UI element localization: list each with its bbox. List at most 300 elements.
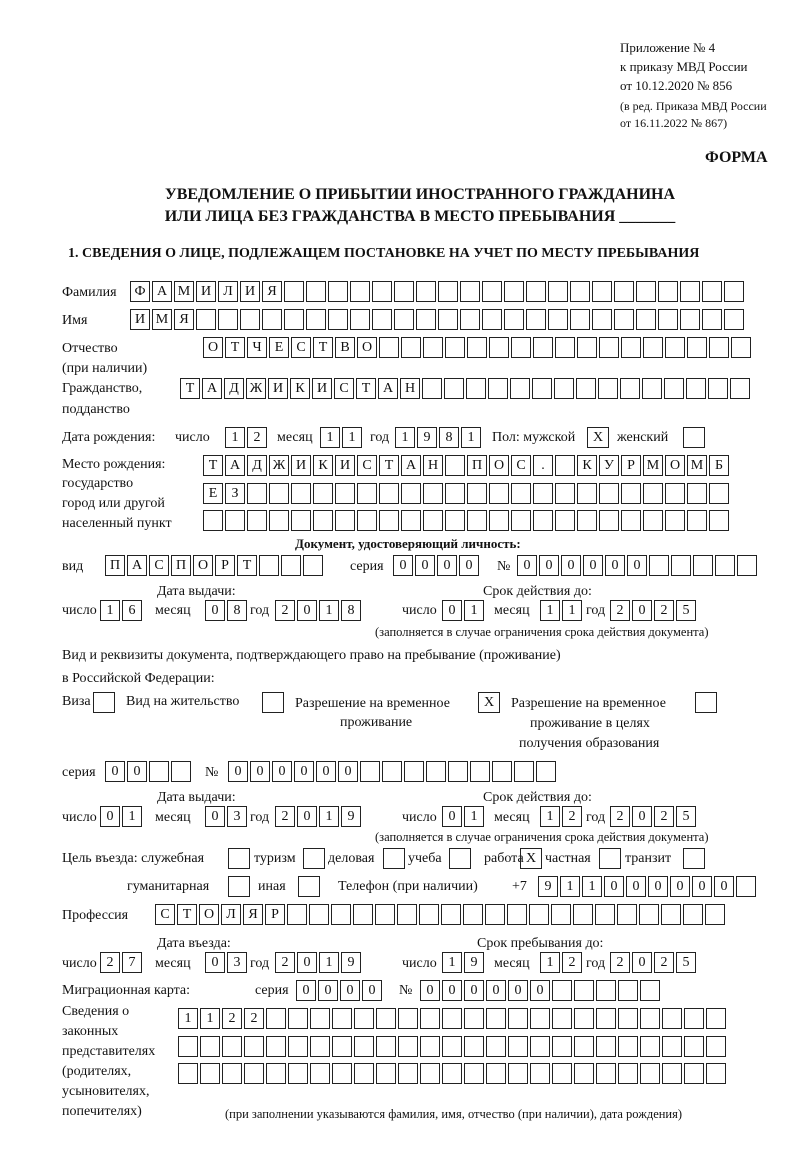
char-box[interactable] <box>401 510 421 531</box>
char-box[interactable]: Т <box>237 555 257 576</box>
char-box[interactable] <box>460 309 480 330</box>
char-box[interactable]: 0 <box>296 980 316 1001</box>
char-box[interactable] <box>596 1063 616 1084</box>
char-box[interactable]: 0 <box>442 980 462 1001</box>
char-box[interactable]: В <box>335 337 355 358</box>
checkbox-cell[interactable] <box>683 427 705 448</box>
char-box[interactable] <box>555 455 575 476</box>
char-box[interactable]: Т <box>356 378 376 399</box>
temp-permit-checkbox[interactable] <box>478 692 502 713</box>
char-box[interactable] <box>686 378 706 399</box>
char-box[interactable] <box>504 281 524 302</box>
char-box[interactable]: Д <box>247 455 267 476</box>
char-box[interactable] <box>643 337 663 358</box>
char-box[interactable] <box>291 483 311 504</box>
char-box[interactable] <box>281 555 301 576</box>
doc-series-field[interactable] <box>393 555 481 576</box>
char-box[interactable] <box>514 761 534 782</box>
doc-valid-day-field[interactable] <box>442 600 486 621</box>
char-box[interactable]: 2 <box>247 427 267 448</box>
guardians-field-1[interactable] <box>178 1008 728 1029</box>
char-box[interactable] <box>486 1008 506 1029</box>
char-box[interactable]: М <box>152 309 172 330</box>
char-box[interactable]: 8 <box>439 427 459 448</box>
char-box[interactable]: 0 <box>442 600 462 621</box>
char-box[interactable] <box>488 378 508 399</box>
char-box[interactable] <box>715 555 735 576</box>
char-box[interactable] <box>401 483 421 504</box>
char-box[interactable] <box>171 761 191 782</box>
purpose-private-checkbox[interactable] <box>599 848 623 869</box>
char-box[interactable] <box>709 510 729 531</box>
doc-kind-field[interactable] <box>105 555 325 576</box>
char-box[interactable] <box>376 1036 396 1057</box>
char-box[interactable] <box>596 980 616 1001</box>
char-box[interactable] <box>620 378 640 399</box>
char-box[interactable]: 0 <box>437 555 457 576</box>
char-box[interactable] <box>303 555 323 576</box>
char-box[interactable] <box>357 483 377 504</box>
char-box[interactable]: Р <box>621 455 641 476</box>
char-box[interactable] <box>328 309 348 330</box>
char-box[interactable]: 1 <box>342 427 362 448</box>
char-box[interactable] <box>708 378 728 399</box>
char-box[interactable] <box>573 904 593 925</box>
char-box[interactable]: 0 <box>420 980 440 1001</box>
char-box[interactable] <box>466 378 486 399</box>
char-box[interactable]: 1 <box>540 806 560 827</box>
char-box[interactable]: 0 <box>205 806 225 827</box>
char-box[interactable] <box>596 1008 616 1029</box>
char-box[interactable] <box>328 281 348 302</box>
char-box[interactable]: 0 <box>393 555 413 576</box>
char-box[interactable] <box>621 510 641 531</box>
char-box[interactable]: 1 <box>395 427 415 448</box>
char-box[interactable] <box>460 281 480 302</box>
char-box[interactable] <box>376 1008 396 1029</box>
res-issue-month-field[interactable] <box>205 806 249 827</box>
char-box[interactable] <box>266 1063 286 1084</box>
char-box[interactable] <box>511 510 531 531</box>
char-box[interactable] <box>621 483 641 504</box>
char-box[interactable] <box>467 510 487 531</box>
char-box[interactable]: 0 <box>415 555 435 576</box>
char-box[interactable] <box>244 1036 264 1057</box>
char-box[interactable] <box>570 281 590 302</box>
char-box[interactable] <box>259 555 279 576</box>
char-box[interactable] <box>354 1008 374 1029</box>
checkbox-cell[interactable] <box>228 876 250 897</box>
char-box[interactable]: 1 <box>560 876 580 897</box>
char-box[interactable] <box>420 1036 440 1057</box>
char-box[interactable]: 2 <box>610 952 630 973</box>
char-box[interactable]: 2 <box>222 1008 242 1029</box>
char-box[interactable] <box>640 1008 660 1029</box>
birthplace-field-2[interactable] <box>203 483 731 504</box>
checkbox-cell[interactable]: X <box>520 848 542 869</box>
char-box[interactable]: 0 <box>486 980 506 1001</box>
char-box[interactable]: Ж <box>269 455 289 476</box>
char-box[interactable]: 9 <box>341 806 361 827</box>
char-box[interactable] <box>702 309 722 330</box>
char-box[interactable] <box>354 1063 374 1084</box>
char-box[interactable] <box>218 309 238 330</box>
char-box[interactable] <box>288 1008 308 1029</box>
char-box[interactable]: 0 <box>250 761 270 782</box>
char-box[interactable]: И <box>291 455 311 476</box>
char-box[interactable] <box>467 337 487 358</box>
char-box[interactable] <box>599 510 619 531</box>
char-box[interactable] <box>643 483 663 504</box>
char-box[interactable] <box>332 1008 352 1029</box>
char-box[interactable] <box>200 1036 220 1057</box>
char-box[interactable]: 1 <box>319 806 339 827</box>
char-box[interactable] <box>530 1008 550 1029</box>
char-box[interactable]: А <box>152 281 172 302</box>
char-box[interactable] <box>464 1008 484 1029</box>
char-box[interactable]: 2 <box>654 806 674 827</box>
char-box[interactable] <box>640 1036 660 1057</box>
char-box[interactable]: 1 <box>178 1008 198 1029</box>
char-box[interactable] <box>149 761 169 782</box>
char-box[interactable] <box>247 483 267 504</box>
char-box[interactable] <box>423 510 443 531</box>
char-box[interactable] <box>470 761 490 782</box>
visa-checkbox[interactable] <box>93 692 117 713</box>
char-box[interactable] <box>533 337 553 358</box>
char-box[interactable] <box>574 1036 594 1057</box>
char-box[interactable]: 1 <box>225 427 245 448</box>
char-box[interactable] <box>420 1063 440 1084</box>
res-valid-year-field[interactable] <box>610 806 698 827</box>
char-box[interactable] <box>640 980 660 1001</box>
char-box[interactable] <box>486 1036 506 1057</box>
char-box[interactable] <box>445 510 465 531</box>
char-box[interactable]: Т <box>180 378 200 399</box>
char-box[interactable]: П <box>105 555 125 576</box>
char-box[interactable] <box>598 378 618 399</box>
char-box[interactable] <box>618 980 638 1001</box>
char-box[interactable]: 1 <box>122 806 142 827</box>
char-box[interactable] <box>548 309 568 330</box>
char-box[interactable] <box>618 1008 638 1029</box>
char-box[interactable]: С <box>155 904 175 925</box>
char-box[interactable]: 1 <box>562 600 582 621</box>
char-box[interactable] <box>706 1036 726 1057</box>
char-box[interactable]: И <box>268 378 288 399</box>
char-box[interactable]: 0 <box>318 980 338 1001</box>
char-box[interactable]: 0 <box>539 555 559 576</box>
char-box[interactable]: А <box>378 378 398 399</box>
char-box[interactable]: 1 <box>464 806 484 827</box>
char-box[interactable] <box>680 281 700 302</box>
char-box[interactable]: Т <box>177 904 197 925</box>
char-box[interactable] <box>306 309 326 330</box>
char-box[interactable] <box>687 483 707 504</box>
char-box[interactable] <box>240 309 260 330</box>
char-box[interactable]: 3 <box>227 952 247 973</box>
char-box[interactable]: 0 <box>692 876 712 897</box>
char-box[interactable]: 0 <box>127 761 147 782</box>
char-box[interactable] <box>442 1063 462 1084</box>
char-box[interactable]: А <box>127 555 147 576</box>
char-box[interactable] <box>441 904 461 925</box>
char-box[interactable] <box>709 337 729 358</box>
doc-issue-day-field[interactable] <box>100 600 144 621</box>
char-box[interactable]: А <box>225 455 245 476</box>
char-box[interactable] <box>178 1063 198 1084</box>
char-box[interactable] <box>379 337 399 358</box>
char-box[interactable] <box>269 483 289 504</box>
char-box[interactable]: Е <box>269 337 289 358</box>
char-box[interactable] <box>310 1063 330 1084</box>
char-box[interactable]: О <box>489 455 509 476</box>
char-box[interactable] <box>621 337 641 358</box>
char-box[interactable] <box>372 281 392 302</box>
char-box[interactable] <box>555 337 575 358</box>
char-box[interactable] <box>662 1008 682 1029</box>
char-box[interactable]: 2 <box>100 952 120 973</box>
char-box[interactable]: 1 <box>540 952 560 973</box>
char-box[interactable] <box>398 1063 418 1084</box>
char-box[interactable]: 8 <box>341 600 361 621</box>
char-box[interactable]: 2 <box>244 1008 264 1029</box>
char-box[interactable] <box>444 378 464 399</box>
char-box[interactable]: Б <box>709 455 729 476</box>
char-box[interactable] <box>665 483 685 504</box>
char-box[interactable] <box>526 281 546 302</box>
char-box[interactable] <box>420 1008 440 1029</box>
sex-female-checkbox[interactable] <box>683 427 707 448</box>
res-series-field[interactable] <box>105 761 193 782</box>
checkbox-cell[interactable] <box>695 692 717 713</box>
char-box[interactable] <box>288 1063 308 1084</box>
char-box[interactable]: 0 <box>627 555 647 576</box>
char-box[interactable]: К <box>313 455 333 476</box>
char-box[interactable] <box>530 1036 550 1057</box>
char-box[interactable]: 0 <box>297 600 317 621</box>
char-box[interactable] <box>376 1063 396 1084</box>
char-box[interactable]: 2 <box>610 600 630 621</box>
char-box[interactable] <box>724 309 744 330</box>
char-box[interactable]: 2 <box>654 600 674 621</box>
char-box[interactable] <box>665 337 685 358</box>
char-box[interactable]: 7 <box>122 952 142 973</box>
char-box[interactable] <box>442 1008 462 1029</box>
char-box[interactable] <box>533 483 553 504</box>
char-box[interactable]: Е <box>203 483 223 504</box>
char-box[interactable]: 0 <box>530 980 550 1001</box>
char-box[interactable] <box>486 1063 506 1084</box>
char-box[interactable] <box>489 483 509 504</box>
char-box[interactable] <box>592 309 612 330</box>
char-box[interactable] <box>354 1036 374 1057</box>
char-box[interactable]: 9 <box>341 952 361 973</box>
char-box[interactable] <box>350 281 370 302</box>
char-box[interactable] <box>332 1063 352 1084</box>
entry-year-field[interactable] <box>275 952 363 973</box>
char-box[interactable]: О <box>665 455 685 476</box>
char-box[interactable] <box>687 337 707 358</box>
char-box[interactable]: Т <box>203 455 223 476</box>
char-box[interactable]: Ч <box>247 337 267 358</box>
char-box[interactable] <box>617 904 637 925</box>
char-box[interactable] <box>705 904 725 925</box>
char-box[interactable] <box>262 309 282 330</box>
stay-month-field[interactable] <box>540 952 584 973</box>
char-box[interactable]: Т <box>313 337 333 358</box>
char-box[interactable]: 6 <box>122 600 142 621</box>
char-box[interactable] <box>599 483 619 504</box>
char-box[interactable]: 5 <box>676 600 696 621</box>
checkbox-cell[interactable] <box>298 876 320 897</box>
char-box[interactable] <box>178 1036 198 1057</box>
char-box[interactable]: У <box>599 455 619 476</box>
char-box[interactable]: 0 <box>294 761 314 782</box>
char-box[interactable] <box>423 483 443 504</box>
char-box[interactable] <box>398 1008 418 1029</box>
char-box[interactable] <box>731 337 751 358</box>
char-box[interactable]: К <box>290 378 310 399</box>
char-box[interactable] <box>706 1063 726 1084</box>
char-box[interactable] <box>680 309 700 330</box>
char-box[interactable] <box>684 1063 704 1084</box>
char-box[interactable] <box>642 378 662 399</box>
mc-number-field[interactable] <box>420 980 662 1001</box>
char-box[interactable] <box>737 555 757 576</box>
char-box[interactable] <box>394 281 414 302</box>
char-box[interactable] <box>552 980 572 1001</box>
char-box[interactable] <box>552 1063 572 1084</box>
char-box[interactable] <box>482 281 502 302</box>
char-box[interactable]: 1 <box>319 600 339 621</box>
char-box[interactable]: 0 <box>632 952 652 973</box>
char-box[interactable] <box>684 1036 704 1057</box>
char-box[interactable] <box>702 281 722 302</box>
char-box[interactable]: . <box>533 455 553 476</box>
char-box[interactable] <box>266 1008 286 1029</box>
char-box[interactable]: Ф <box>130 281 150 302</box>
char-box[interactable]: Т <box>225 337 245 358</box>
checkbox-cell[interactable] <box>228 848 250 869</box>
char-box[interactable]: О <box>203 337 223 358</box>
char-box[interactable]: 1 <box>540 600 560 621</box>
char-box[interactable]: Ж <box>246 378 266 399</box>
checkbox-cell[interactable]: X <box>478 692 500 713</box>
char-box[interactable] <box>438 309 458 330</box>
char-box[interactable] <box>404 761 424 782</box>
char-box[interactable]: О <box>357 337 377 358</box>
char-box[interactable]: 0 <box>605 555 625 576</box>
stay-day-field[interactable] <box>442 952 486 973</box>
birthplace-field-1[interactable] <box>203 455 731 476</box>
char-box[interactable] <box>306 281 326 302</box>
res-valid-day-field[interactable] <box>442 806 486 827</box>
char-box[interactable] <box>552 1008 572 1029</box>
char-box[interactable] <box>661 904 681 925</box>
char-box[interactable] <box>658 281 678 302</box>
checkbox-cell[interactable] <box>599 848 621 869</box>
doc-valid-month-field[interactable] <box>540 600 584 621</box>
char-box[interactable]: П <box>467 455 487 476</box>
char-box[interactable] <box>577 337 597 358</box>
char-box[interactable] <box>313 510 333 531</box>
char-box[interactable] <box>467 483 487 504</box>
char-box[interactable] <box>482 309 502 330</box>
mc-series-field[interactable] <box>296 980 384 1001</box>
char-box[interactable]: Л <box>218 281 238 302</box>
doc-issue-month-field[interactable] <box>205 600 249 621</box>
char-box[interactable]: 2 <box>275 952 295 973</box>
char-box[interactable] <box>422 378 442 399</box>
char-box[interactable]: 2 <box>562 952 582 973</box>
char-box[interactable] <box>382 761 402 782</box>
res-issue-year-field[interactable] <box>275 806 363 827</box>
char-box[interactable] <box>310 1008 330 1029</box>
char-box[interactable]: Н <box>423 455 443 476</box>
char-box[interactable] <box>526 309 546 330</box>
birth-month-field[interactable] <box>320 427 364 448</box>
char-box[interactable]: М <box>687 455 707 476</box>
patronymic-field[interactable] <box>203 337 753 358</box>
char-box[interactable] <box>507 904 527 925</box>
char-box[interactable] <box>510 378 530 399</box>
char-box[interactable] <box>724 281 744 302</box>
char-box[interactable]: 0 <box>205 600 225 621</box>
char-box[interactable] <box>596 1036 616 1057</box>
char-box[interactable] <box>416 281 436 302</box>
char-box[interactable]: Я <box>262 281 282 302</box>
char-box[interactable]: 0 <box>632 600 652 621</box>
res-valid-month-field[interactable] <box>540 806 584 827</box>
char-box[interactable]: 1 <box>442 952 462 973</box>
char-box[interactable] <box>222 1063 242 1084</box>
purpose-business-checkbox[interactable] <box>383 848 407 869</box>
char-box[interactable] <box>614 281 634 302</box>
char-box[interactable]: 0 <box>205 952 225 973</box>
char-box[interactable]: 0 <box>517 555 537 576</box>
char-box[interactable]: С <box>357 455 377 476</box>
birth-year-field[interactable] <box>395 427 483 448</box>
char-box[interactable] <box>489 337 509 358</box>
char-box[interactable] <box>448 761 468 782</box>
char-box[interactable] <box>313 483 333 504</box>
char-box[interactable]: 8 <box>227 600 247 621</box>
char-box[interactable] <box>266 1036 286 1057</box>
name-field[interactable] <box>130 309 746 330</box>
char-box[interactable]: Я <box>243 904 263 925</box>
char-box[interactable]: 0 <box>583 555 603 576</box>
char-box[interactable] <box>335 483 355 504</box>
char-box[interactable] <box>552 1036 572 1057</box>
char-box[interactable]: 1 <box>319 952 339 973</box>
char-box[interactable] <box>331 904 351 925</box>
purpose-work-checkbox[interactable] <box>520 848 544 869</box>
char-box[interactable] <box>335 510 355 531</box>
char-box[interactable]: С <box>334 378 354 399</box>
char-box[interactable] <box>640 1063 660 1084</box>
char-box[interactable] <box>574 1008 594 1029</box>
char-box[interactable] <box>401 337 421 358</box>
char-box[interactable] <box>532 378 552 399</box>
char-box[interactable] <box>203 510 223 531</box>
entry-month-field[interactable] <box>205 952 249 973</box>
char-box[interactable] <box>551 904 571 925</box>
doc-valid-year-field[interactable] <box>610 600 698 621</box>
residence-permit-checkbox[interactable] <box>262 692 286 713</box>
char-box[interactable] <box>554 378 574 399</box>
checkbox-cell[interactable]: X <box>587 427 609 448</box>
